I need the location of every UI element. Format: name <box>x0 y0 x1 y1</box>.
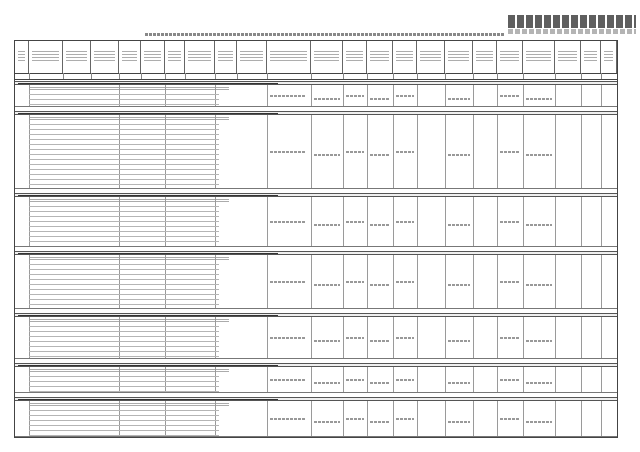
cell-divider <box>215 367 216 392</box>
cell-divider <box>417 115 418 188</box>
column-header <box>141 41 165 73</box>
cell-text <box>270 281 306 283</box>
cell-text <box>346 337 364 339</box>
cell-text <box>346 379 364 381</box>
cell-divider <box>165 85 166 106</box>
cell-divider <box>497 367 498 392</box>
table-row <box>15 367 617 393</box>
cell-text <box>526 224 552 226</box>
cell-divider <box>367 255 368 308</box>
cell-divider <box>311 197 312 246</box>
sub-row-line <box>29 356 219 357</box>
sub-row-line <box>29 174 219 175</box>
cell-text <box>346 281 364 283</box>
cell-divider <box>367 197 368 246</box>
cell-divider <box>523 115 524 188</box>
sub-row-line <box>29 164 219 165</box>
cell-divider <box>555 401 556 436</box>
sub-row-line <box>29 386 219 387</box>
cell-divider <box>497 401 498 436</box>
sub-row-line <box>29 144 219 145</box>
table-row <box>15 85 617 107</box>
column-header <box>497 41 523 73</box>
registration-stamp <box>508 14 636 36</box>
cell-divider <box>267 367 268 392</box>
sub-row-line <box>29 391 219 392</box>
stamp-text-line <box>508 15 636 28</box>
cell-divider <box>367 115 368 188</box>
cell-divider <box>497 85 498 106</box>
cell-text <box>346 151 364 153</box>
column-number-divider <box>445 73 446 79</box>
sub-row-line <box>29 211 219 212</box>
column-number-divider <box>601 73 602 79</box>
cell-text <box>526 421 552 423</box>
sub-row-line <box>29 226 219 227</box>
sub-row-line <box>29 351 219 352</box>
column-header <box>267 41 311 73</box>
cell-divider <box>523 317 524 358</box>
cell-divider <box>165 367 166 392</box>
column-header <box>119 41 141 73</box>
column-header <box>343 41 367 73</box>
cell-divider <box>417 317 418 358</box>
cell-text <box>396 221 414 223</box>
cell-divider <box>473 367 474 392</box>
cell-divider <box>417 367 418 392</box>
cell-text <box>448 382 470 384</box>
cell-text <box>270 151 306 153</box>
cell-text <box>370 284 390 286</box>
cell-divider <box>445 85 446 106</box>
column-number-divider <box>119 73 120 79</box>
column-header <box>601 41 617 73</box>
column-number-divider <box>523 73 524 79</box>
cell-divider <box>555 85 556 106</box>
column-header <box>91 41 119 73</box>
sub-row-line <box>29 336 219 337</box>
column-number-divider <box>267 73 268 79</box>
cell-divider <box>473 255 474 308</box>
cell-divider <box>311 401 312 436</box>
column-number-divider <box>63 73 64 79</box>
sub-row-line <box>29 274 219 275</box>
column-header <box>165 41 185 73</box>
column-header <box>393 41 417 73</box>
sub-row-line <box>29 154 219 155</box>
cell-divider <box>555 255 556 308</box>
column-number-divider <box>91 73 92 79</box>
cell-text <box>370 421 390 423</box>
cell-divider <box>267 317 268 358</box>
cell-text <box>500 418 520 420</box>
cell-divider <box>367 85 368 106</box>
cell-divider <box>473 401 474 436</box>
cell-text <box>526 340 552 342</box>
cell-divider <box>581 401 582 436</box>
sub-row-line <box>29 184 219 185</box>
sub-row-line <box>29 346 219 347</box>
sub-row-line <box>29 139 219 140</box>
cell-divider <box>497 197 498 246</box>
cell-divider <box>165 115 166 188</box>
cell-divider <box>445 115 446 188</box>
sub-row-line <box>29 99 219 100</box>
block-heading <box>29 319 229 323</box>
cell-divider <box>497 317 498 358</box>
sub-row-line <box>29 221 219 222</box>
cell-divider <box>497 115 498 188</box>
sub-row-line <box>29 304 219 305</box>
sub-row-line <box>29 269 219 270</box>
column-header <box>473 41 497 73</box>
program-table <box>14 40 618 438</box>
block-heading <box>29 199 229 203</box>
column-number-divider <box>141 73 142 79</box>
table-row <box>15 317 617 359</box>
cell-divider <box>311 255 312 308</box>
block-heading <box>29 257 229 261</box>
cell-divider <box>473 85 474 106</box>
cell-text <box>370 224 390 226</box>
sub-row-line <box>29 284 219 285</box>
cell-text <box>314 154 340 156</box>
cell-text <box>370 98 390 100</box>
cell-divider <box>393 85 394 106</box>
cell-text <box>314 340 340 342</box>
sub-row-line <box>29 169 219 170</box>
cell-divider <box>523 85 524 106</box>
cell-divider <box>393 367 394 392</box>
sub-row-line <box>29 425 219 426</box>
column-number-divider <box>555 73 556 79</box>
cell-text <box>500 281 520 283</box>
cell-divider <box>343 85 344 106</box>
column-number-divider <box>367 73 368 79</box>
sub-row-line <box>29 231 219 232</box>
column-number-divider <box>417 73 418 79</box>
cell-text <box>448 340 470 342</box>
column-header <box>185 41 215 73</box>
cell-text <box>448 224 470 226</box>
sub-row-line <box>29 410 219 411</box>
cell-divider <box>119 255 120 308</box>
column-header <box>367 41 393 73</box>
sub-row-line <box>29 206 219 207</box>
sub-row-line <box>29 124 219 125</box>
cell-divider <box>555 115 556 188</box>
cell-text <box>500 151 520 153</box>
cell-divider <box>555 197 556 246</box>
cell-divider <box>601 401 602 436</box>
cell-text <box>314 224 340 226</box>
column-number-divider <box>165 73 166 79</box>
column-header <box>63 41 91 73</box>
column-number-divider <box>343 73 344 79</box>
column-number-divider <box>497 73 498 79</box>
cell-divider <box>417 197 418 246</box>
cell-divider <box>267 115 268 188</box>
cell-text <box>370 340 390 342</box>
sub-row-line <box>29 415 219 416</box>
cell-text <box>396 151 414 153</box>
cell-divider <box>165 255 166 308</box>
cell-divider <box>523 197 524 246</box>
cell-text <box>448 284 470 286</box>
cell-text <box>314 98 340 100</box>
cell-text <box>314 284 340 286</box>
cell-divider <box>119 85 120 106</box>
sub-row-line <box>29 435 219 436</box>
cell-text <box>270 95 306 97</box>
column-number-divider <box>581 73 582 79</box>
cell-text <box>500 337 520 339</box>
sub-row-line <box>29 159 219 160</box>
cell-divider <box>601 255 602 308</box>
cell-text <box>370 154 390 156</box>
cell-divider <box>417 85 418 106</box>
cell-text <box>346 221 364 223</box>
cell-divider <box>267 85 268 106</box>
cell-divider <box>343 115 344 188</box>
column-header <box>237 41 267 73</box>
cell-divider <box>367 401 368 436</box>
cell-text <box>500 221 520 223</box>
table-row <box>15 197 617 247</box>
cell-divider <box>267 255 268 308</box>
document-title <box>145 33 505 36</box>
cell-text <box>526 98 552 100</box>
cell-text <box>370 382 390 384</box>
column-header <box>445 41 473 73</box>
cell-divider <box>393 115 394 188</box>
cell-divider <box>473 317 474 358</box>
sub-row-line <box>29 279 219 280</box>
sub-row-line <box>29 94 219 95</box>
column-number-divider <box>237 73 238 79</box>
sub-row-line <box>29 326 219 327</box>
cell-divider <box>393 197 394 246</box>
cell-text <box>346 418 364 420</box>
cell-text <box>270 379 306 381</box>
sub-row-line <box>29 376 219 377</box>
cell-divider <box>311 85 312 106</box>
block-heading <box>29 369 229 373</box>
block-heading <box>29 403 229 407</box>
sub-row-line <box>29 331 219 332</box>
column-header <box>15 41 29 73</box>
column-header <box>311 41 343 73</box>
column-number-divider <box>215 73 216 79</box>
cell-divider <box>29 85 30 106</box>
cell-text <box>396 337 414 339</box>
cell-divider <box>523 367 524 392</box>
sub-row-line <box>29 294 219 295</box>
cell-divider <box>601 115 602 188</box>
cell-divider <box>119 115 120 188</box>
cell-divider <box>473 115 474 188</box>
cell-divider <box>473 197 474 246</box>
cell-divider <box>581 367 582 392</box>
cell-divider <box>29 255 30 308</box>
cell-text <box>346 95 364 97</box>
cell-text <box>448 154 470 156</box>
column-number-row <box>15 73 617 80</box>
cell-divider <box>581 317 582 358</box>
sub-row-line <box>29 104 219 105</box>
cell-divider <box>343 401 344 436</box>
cell-divider <box>311 115 312 188</box>
cell-divider <box>555 317 556 358</box>
cell-divider <box>311 367 312 392</box>
column-header <box>581 41 601 73</box>
cell-divider <box>267 401 268 436</box>
cell-divider <box>555 367 556 392</box>
cell-text <box>396 379 414 381</box>
cell-divider <box>267 197 268 246</box>
cell-divider <box>417 401 418 436</box>
cell-divider <box>417 255 418 308</box>
column-header <box>29 41 63 73</box>
cell-text <box>500 379 520 381</box>
cell-divider <box>367 367 368 392</box>
block-heading <box>29 117 229 121</box>
cell-text <box>448 421 470 423</box>
cell-text <box>500 95 520 97</box>
cell-divider <box>343 197 344 246</box>
cell-divider <box>311 317 312 358</box>
block-heading <box>29 87 229 91</box>
sub-row-line <box>29 289 219 290</box>
cell-text <box>526 284 552 286</box>
cell-divider <box>445 255 446 308</box>
cell-divider <box>601 197 602 246</box>
cell-divider <box>445 401 446 436</box>
cell-text <box>314 421 340 423</box>
cell-divider <box>445 197 446 246</box>
cell-divider <box>523 401 524 436</box>
cell-divider <box>497 255 498 308</box>
stamp-underline <box>508 29 636 34</box>
cell-divider <box>343 255 344 308</box>
column-number-divider <box>311 73 312 79</box>
cell-divider <box>343 367 344 392</box>
cell-text <box>270 221 306 223</box>
cell-text <box>396 95 414 97</box>
cell-divider <box>215 255 216 308</box>
sub-row-line <box>29 236 219 237</box>
cell-text <box>396 281 414 283</box>
cell-text <box>526 154 552 156</box>
cell-divider <box>581 255 582 308</box>
cell-divider <box>343 317 344 358</box>
cell-text <box>526 382 552 384</box>
cell-text <box>448 98 470 100</box>
cell-divider <box>367 317 368 358</box>
cell-divider <box>601 367 602 392</box>
column-header <box>523 41 555 73</box>
sub-row-line <box>29 241 219 242</box>
sub-row-line <box>29 264 219 265</box>
sub-row-line <box>29 129 219 130</box>
cell-text <box>314 382 340 384</box>
column-number-divider <box>29 73 30 79</box>
column-header <box>417 41 445 73</box>
cell-divider <box>393 401 394 436</box>
cell-divider <box>119 367 120 392</box>
cell-divider <box>29 115 30 188</box>
table-row <box>15 401 617 437</box>
column-header <box>215 41 237 73</box>
sub-row-line <box>29 134 219 135</box>
column-header <box>555 41 581 73</box>
cell-text <box>270 337 306 339</box>
sub-row-line <box>29 216 219 217</box>
cell-divider <box>601 317 602 358</box>
sub-row-line <box>29 430 219 431</box>
cell-divider <box>581 85 582 106</box>
sub-row-line <box>29 420 219 421</box>
cell-divider <box>393 317 394 358</box>
cell-text <box>270 418 306 420</box>
sub-row-line <box>29 149 219 150</box>
cell-divider <box>523 255 524 308</box>
table-header <box>15 41 617 74</box>
cell-divider <box>445 317 446 358</box>
table-row <box>15 255 617 309</box>
column-number-divider <box>185 73 186 79</box>
cell-divider <box>393 255 394 308</box>
sub-row-line <box>29 299 219 300</box>
cell-divider <box>215 85 216 106</box>
column-number-divider <box>473 73 474 79</box>
column-number-divider <box>393 73 394 79</box>
sub-row-line <box>29 381 219 382</box>
table-row <box>15 115 617 189</box>
cell-text <box>396 418 414 420</box>
cell-divider <box>601 85 602 106</box>
sub-row-line <box>29 341 219 342</box>
cell-divider <box>29 367 30 392</box>
sub-row-line <box>29 179 219 180</box>
cell-divider <box>581 115 582 188</box>
cell-divider <box>445 367 446 392</box>
cell-divider <box>581 197 582 246</box>
cell-divider <box>215 115 216 188</box>
